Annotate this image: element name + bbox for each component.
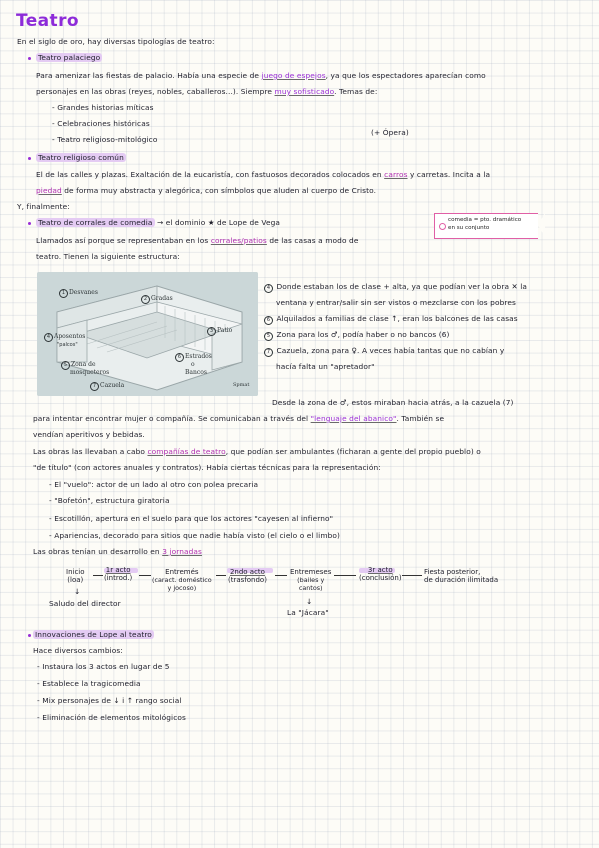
para2-line2: "de título" (con actores anuales y contratos). Había ciertas técnicas para la representación:	[33, 463, 381, 472]
heading-corrales: Teatro de corrales de comedia → el dominio ★ de Lope de Vega	[38, 218, 281, 227]
flow-jacara: La "Jácara"	[287, 608, 329, 617]
heading-religioso: Teatro religioso común	[38, 153, 124, 162]
label-cazuela: 7 Cazuela	[90, 382, 124, 391]
palaciego-line2: personajes en las obras (reyes, nobles, caballeros...). Siempre muy sofisticado. Temas de:	[36, 87, 378, 96]
label-patio: 3 Patio	[207, 327, 232, 336]
tecnica-item: - Apariencias, decorado para sitios que nadie había visto (el cielo o el limbo)	[49, 531, 341, 540]
flow-connector	[139, 575, 151, 576]
publisher-logo: Spmat	[233, 382, 250, 388]
flag-dot-icon	[439, 223, 446, 230]
palaciego-line1: Para amenizar las fiestas de palacio. Había una especie de juego de espejos, ya que los espectadores aparecían como	[36, 71, 486, 80]
label-bancos: Bancos	[185, 369, 207, 376]
finalmente-text: Y, finalmente:	[17, 202, 70, 211]
innovacion-item: - Establece la tragicomedia	[37, 679, 141, 688]
label-aposentos: 4 Aposentos	[44, 333, 85, 342]
label-zona: 5 Zona de	[61, 361, 96, 370]
heading-palaciego: Teatro palaciego	[38, 53, 101, 62]
flag-text: comedia = pto. dramático en su conjunto	[448, 217, 522, 231]
flow-saludo: Saludo del director	[49, 599, 121, 608]
flow-connector	[93, 575, 103, 576]
label-desvanes: 1 Desvanes	[59, 289, 98, 298]
flow-acto3: 3r acto (conclusión)	[359, 566, 402, 582]
palaciego-item: - Teatro religioso-mitológico	[52, 135, 158, 144]
corrales-line1: Llamados así porque se representaban en los corrales/patios de las casas a modo de	[36, 236, 359, 245]
flow-entremes1: Entremés (caract. doméstico y jocoso)	[152, 568, 212, 592]
heading-innovaciones: Innovaciones de Lope al teatro	[35, 630, 152, 639]
label-o: o	[191, 361, 195, 368]
religioso-line2: piedad de forma muy abstracta y alegórica, con símbolos que aluden al cuerpo de Cristo.	[36, 186, 377, 195]
label-gradas: 2 Gradas	[141, 295, 173, 304]
bullet	[28, 634, 31, 637]
religioso-line1: El de las calles y plazas. Exaltación de la eucaristía, con fastuosos decorados colocados en carros y carretas. Incita a la	[36, 170, 491, 179]
tecnica-item: - El "vuelo": actor de un lado al otro con polea precaria	[49, 480, 259, 489]
innovacion-item: - Mix personajes de ↓ i ↑ rango social	[37, 696, 182, 705]
para1-line1: Desde la zona de ♂, estos miraban hacia atrás, a la cazuela (7)	[272, 398, 514, 407]
opera-note: (+ Ópera)	[371, 128, 409, 137]
label-estrados: 6 Estrados	[175, 353, 212, 362]
flow-inicio: Inicio (loa)	[66, 568, 85, 584]
label-mosqueteros: mosqueteros	[70, 369, 110, 376]
struct-note: hacía falta un "apretador"	[276, 362, 375, 371]
innovacion-item: - Eliminación de elementos mitológicos	[37, 713, 186, 722]
struct-note: ventana y entrar/salir sin ser vistos o mezclarse con los pobres	[276, 298, 516, 307]
innovacion-item: - Instaura los 3 actos en lugar de 5	[37, 662, 170, 671]
para2-line1: Las obras las llevaban a cabo compañías de teatro, que podían ser ambulantes (ficharan a gente del propio pueblo) o	[33, 447, 481, 456]
corrales-line2: teatro. Tienen la siguiente estructura:	[36, 252, 180, 261]
flow-fiesta: Fiesta posterior, de duración ilimitada	[424, 568, 499, 584]
down-arrow-icon: ↓	[74, 587, 81, 596]
bullet	[28, 222, 31, 225]
page-title: Teatro	[16, 11, 79, 31]
struct-note: 7 Cazuela, zona para ♀. A veces había tantas que no cabían y	[264, 346, 504, 357]
label-palcos: "palcos"	[57, 342, 78, 348]
tecnica-item: - Escotillón, apertura en el suelo para que los actores "cayesen al infierno"	[49, 514, 334, 523]
para1-line2: para intentar encontrar mujer o compañía. Se comunicaban a través del "lenguaje del abanico". También se	[33, 414, 445, 423]
down-arrow-icon: ↓	[306, 597, 313, 606]
bullet	[28, 57, 31, 60]
palaciego-item: - Celebraciones históricas	[52, 119, 150, 128]
struct-note: 4 Donde estaban los de clase + alta, ya que podían ver la obra ✕ la	[264, 282, 527, 293]
struct-note: 6 Alquilados a familias de clase ↑, eran los balcones de las casas	[264, 314, 518, 325]
flow-acto2: 2ndo acto (trasfondo)	[228, 568, 267, 584]
tecnica-item: - "Bofetón", estructura giratoria	[49, 496, 170, 505]
flow-entremes2: Entremeses (bailes y cantos)	[290, 568, 332, 592]
corral-illustration	[37, 272, 258, 396]
flow-connector	[402, 575, 422, 576]
flow-connector	[216, 575, 226, 576]
flow-connector	[275, 575, 287, 576]
intro-text: En el siglo de oro, hay diversas tipologías de teatro:	[17, 37, 215, 46]
innovaciones-intro: Hace diversos cambios:	[33, 646, 123, 655]
bullet	[28, 157, 31, 160]
para1-line3: vendían aperitivos y bebidas.	[33, 430, 145, 439]
flow-connector	[334, 575, 356, 576]
flow-acto1: 1r acto (introd.)	[104, 566, 133, 582]
palaciego-item: - Grandes historias míticas	[52, 103, 154, 112]
struct-note: 5 Zona para los ♂, podía haber o no bancos (6)	[264, 330, 450, 341]
jornadas-line: Las obras tenían un desarrollo en 3 jornadas	[33, 547, 203, 556]
